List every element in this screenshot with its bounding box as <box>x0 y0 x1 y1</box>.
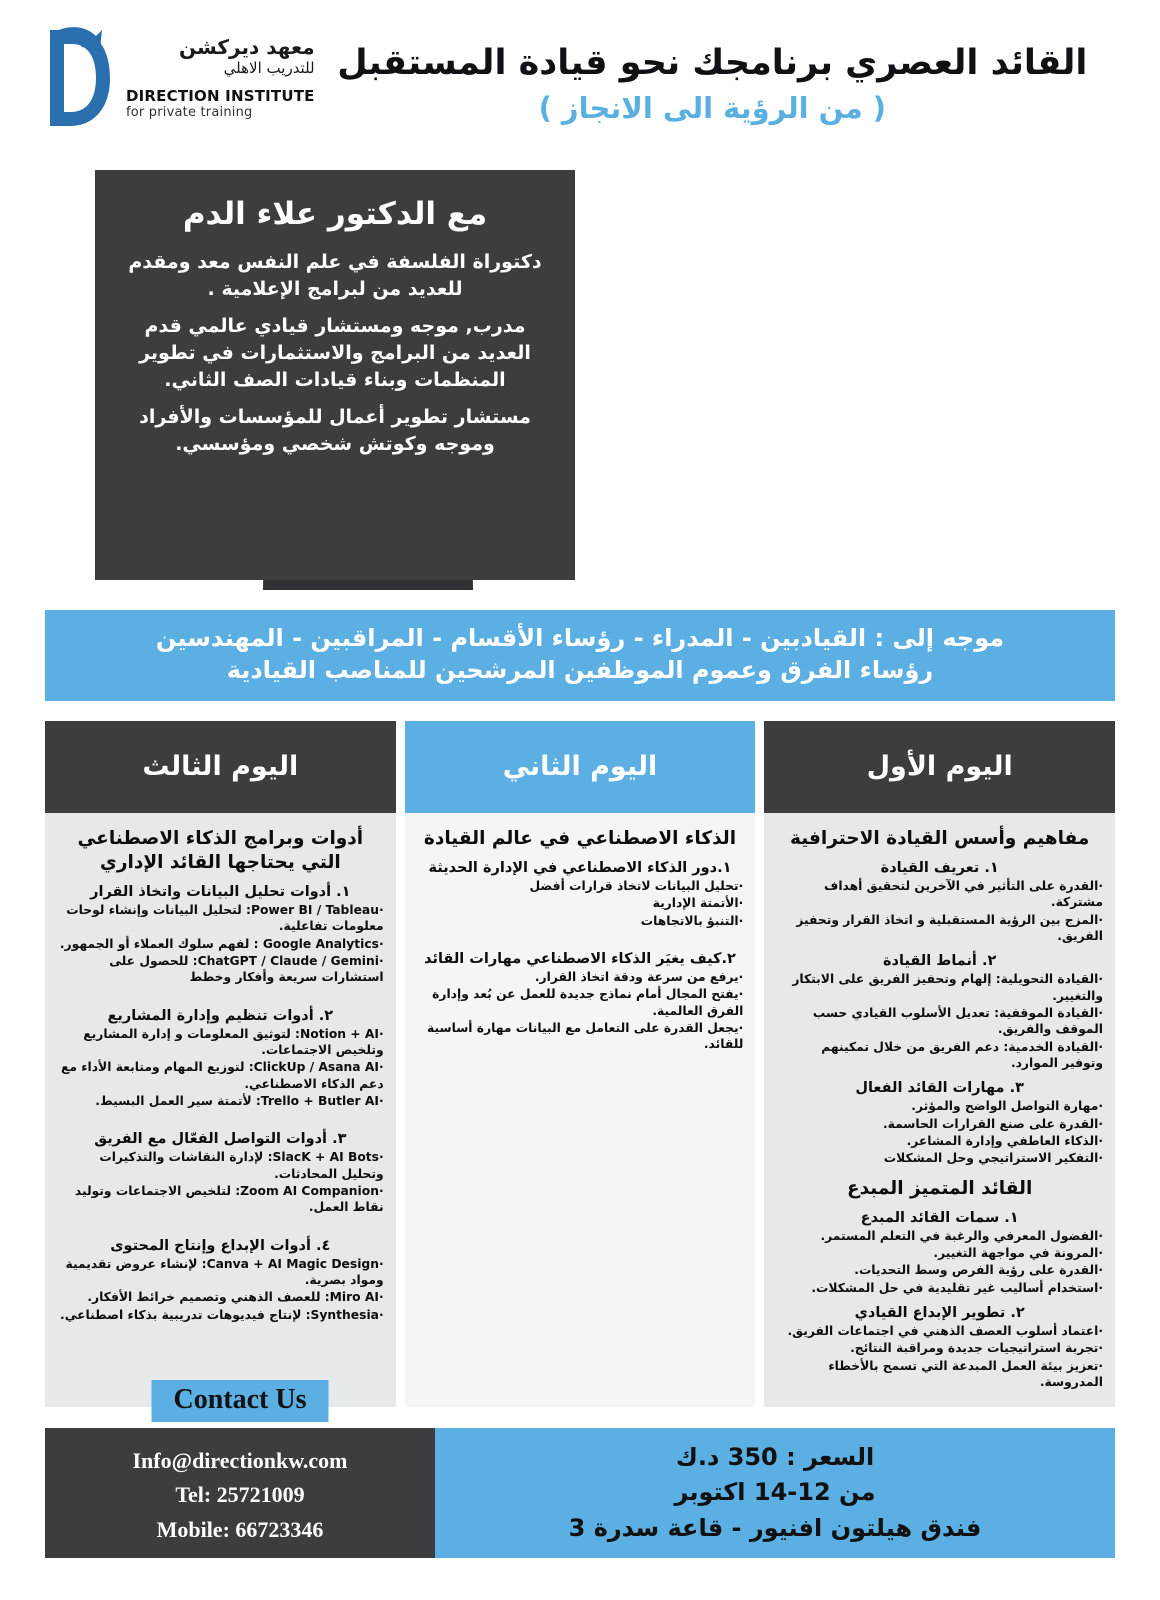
header-title-group <box>315 22 1120 127</box>
day-2-bullet: ·يرفع من سرعة ودقة اتخاذ القرار. <box>534 969 744 984</box>
day-1-bullet: ·اعتماد أسلوب العصف الذهني في اجتماعات الفريق. <box>787 1324 1103 1339</box>
day-3-bullet: ·Synthesia: لإنتاج فيديوهات تدريبية بذكاء اصطناعي. <box>60 1307 384 1322</box>
day-1-header <box>764 721 1115 813</box>
speaker-bio-line: مستشار تطوير أعمال للمؤسسات والأفراد وموجه وكوتش شخصي ومؤسسي. <box>139 406 531 455</box>
day-2-bullet: ·يجعل القدرة على التعامل مع البيانات مهارة أساسية للقائد. <box>427 1020 744 1052</box>
logo-arabic-subtitle: للتدريب الاهلي <box>223 59 315 77</box>
day-1-bullet: ·الفضول المعرفي والرغبة في التعلم المستمر. <box>820 1228 1103 1243</box>
day-2-bullet: ·الأتمتة الإدارية <box>652 896 744 911</box>
day-2-body <box>405 813 756 1408</box>
page-subtitle: ( من الرؤية الى الانجاز ) <box>538 90 887 125</box>
day-1-body <box>764 813 1115 1408</box>
day-3-bullet: ·Zoom AI Companion: لتلخيص الاجتماعات وتوليد نقاط العمل. <box>74 1184 384 1215</box>
day-column-3 <box>45 721 396 1408</box>
logo-arabic-name: معهد ديركشن <box>179 35 315 59</box>
day-1-block-title: ١. سمات القائد المبدع <box>860 1209 1019 1226</box>
price-and-venue-box <box>435 1428 1115 1558</box>
day-3-bullet: ·Canva + AI Magic Design: لإنشاء عروض تقديمية ومواد بصرية. <box>65 1256 384 1288</box>
target-audience-banner <box>45 610 1115 701</box>
day-3-header <box>45 721 396 813</box>
day-1-bullet: ·القدرة على التأثير في الآخرين لتحقيق أهداف مشتركة. <box>824 878 1103 910</box>
audience-line-1: موجه إلى : القيادبين - المدراء - رؤساء الأقسام - المراقبين - المهندسين <box>155 624 1005 652</box>
day-2-bullet: ·التنبؤ بالاتجاهات <box>640 913 744 928</box>
day-2-section-title: الذكاء الاصطناعي في عالم القيادة <box>423 827 737 849</box>
day-1-section-title: مفاهيم وأسس القيادة الاحترافية <box>789 827 1090 849</box>
day-1-bullet: ·تعزيز بيئة العمل المبدعة التي تسمح بالأخطاء المدروسة. <box>828 1358 1103 1390</box>
speaker-name: مع الدكتور علاء الدم <box>182 196 488 232</box>
page-title: القائد العصري برنامجك نحو قيادة المستقبل <box>337 43 1088 83</box>
day-3-block-title: ٢. أدوات تنظيم وإدارة المشاريع <box>107 1007 334 1024</box>
day-3-bullet: ·Notion + AI: لتوثيق المعلومات و إدارة المشاريع وتلخيص الاجتماعات. <box>83 1026 384 1057</box>
day-1-bullet: ·القدرة على رؤية الفرص وسط التحديات. <box>854 1263 1103 1278</box>
header <box>0 0 1160 170</box>
hero-section <box>0 170 1160 590</box>
contact-email[interactable]: Info@directionkw.com <box>132 1447 348 1473</box>
day-3-label: اليوم الثالث <box>142 751 299 783</box>
day-3-bullet: ·ChatGPT / Claude / Gemini: للحصول على استشارات سريعة وأفكار وخطط <box>109 953 384 985</box>
contact-mobile[interactable]: Mobile: 66723346 <box>156 1516 324 1542</box>
logo-text-group <box>126 22 315 120</box>
day-1-label: اليوم الأول <box>866 751 1013 783</box>
day-1-bullet: ·القيادة الموقفية: تعديل الأسلوب القيادي حسب الموقف والفريق. <box>812 1005 1103 1037</box>
day-2-block-title: ٢.كيف يغيَر الذكاء الاصطناعي مهارات القائد <box>424 950 736 967</box>
day-2-bullet: ·يفتح المجال أمام نماذج جديدة للعمل عن بُعد وإدارة الفرق العالمية. <box>432 987 744 1018</box>
day-3-block-title: ١. أدوات تحليل البيانات واتخاذ القرار <box>90 883 351 900</box>
speaker-bio-line: مدرب, موجه ومستشار قيادي عالمي قدم العديد من البرامج والاستثمارات في تطوير المنظمات وبناء قيادات الصف الثاني. <box>139 315 531 392</box>
day-3-spacer <box>57 987 384 999</box>
day-1-block-title: ٣. مهارات القائد الفعال <box>855 1080 1024 1097</box>
day-3-block-title: ٤. أدوات الإبداع وإنتاج المحتوى <box>110 1237 331 1254</box>
contact-us-badge: Contact Us <box>152 1380 329 1422</box>
day-2-block-title: ١.دور الذكاء الاصطناعي في الإدارة الحديثة <box>428 859 732 876</box>
contact-tel[interactable]: Tel: 25721009 <box>175 1482 305 1508</box>
price-line: السعر : 350 د.ك <box>675 1443 875 1472</box>
day-3-body <box>45 813 396 1408</box>
logo-english-subtitle: for private training <box>126 104 253 120</box>
day-2-spacer <box>417 930 744 942</box>
day-3-block-title: ٣. أدوات التواصل الفعّال مع الفريق <box>94 1131 347 1148</box>
day-2-label: اليوم الثاني <box>502 751 658 783</box>
direction-institute-d-logo-icon <box>40 22 112 132</box>
day-3-bullet: ·Trello + Butler AI: لأتمتة سير العمل البسيط. <box>95 1093 384 1108</box>
speaker-bio-line: دكتوراة الفلسفة في علم النفس معد ومقدم للعديد من لبرامج الإعلامية . <box>128 251 542 301</box>
day-3-bullet: ·SlacK + AI Bots: لإدارة النقاشات والتذكيرات وتحليل المحادثات. <box>99 1150 384 1181</box>
day-3-bullet: ·Power BI / Tableau: لتحليل البيانات وإنشاء لوحات معلومات تفاعلية. <box>66 902 384 934</box>
day-1-block-title: ٢. تطوير الإبداع القيادي <box>854 1305 1025 1322</box>
day-columns <box>45 721 1115 1408</box>
footer <box>45 1384 1115 1558</box>
audience-line-2: رؤساء الفرق وعموم الموظفين المرشحين للمناصب القيادية <box>226 656 934 685</box>
day-column-2 <box>405 721 756 1408</box>
day-2-bullet: ·تحليل البيانات لاتخاذ قرارات أفضل <box>529 878 744 893</box>
day-3-bullet: ·ClickUp / Asana AI: لتوزيع المهام ومتابعة الأداء مع دعم الذكاء الاصطناعي. <box>60 1060 384 1091</box>
date-line: من 12-14 اكتوبر <box>674 1478 876 1507</box>
day-1-section-title-2: القائد المتميز المبدع <box>846 1177 1033 1199</box>
day-3-bullet: ·Miro AI: للعصف الذهني وتصميم خرائط الأفكار. <box>87 1290 384 1305</box>
day-1-bullet: ·القدرة على صنع القرارات الحاسمة. <box>882 1116 1103 1131</box>
day-1-bullet: ·المزج بين الرؤية المستقبلية و اتخاذ القرار وتحفيز الفريق. <box>796 912 1103 943</box>
day-3-spacer <box>57 1217 384 1229</box>
day-1-block-title: ٢. أنماط القيادة <box>883 953 997 970</box>
day-3-bullet: ·Google Analytics : لفهم سلوك العملاء أو الجمهور. <box>59 936 384 951</box>
contact-box <box>45 1384 435 1558</box>
day-column-1 <box>764 721 1115 1408</box>
day-3-spacer <box>57 1110 384 1122</box>
day-1-bullet: ·تجربة استراتيجيات جديدة ومراقبة النتائج. <box>850 1341 1103 1356</box>
logo-english-name: DIRECTION INSTITUTE <box>126 86 315 105</box>
day-1-bullet: ·مهارة التواصل الواضح والمؤثر. <box>911 1099 1103 1114</box>
brand-logo <box>40 22 315 132</box>
venue-line: فندق هيلتون افنيور - قاعة سدرة 3 <box>568 1513 982 1542</box>
day-1-bullet: ·الذكاء العاطفي وإدارة المشاعر. <box>906 1133 1103 1148</box>
day-1-bullet: ·استخدام أساليب غير تقليدية في حل المشكلات. <box>811 1280 1103 1295</box>
speaker-bio-box <box>95 170 575 580</box>
day-1-bullet: ·القيادة الخدمية: دعم الفريق من خلال تمكينهم وتوفير الموارد. <box>821 1039 1103 1070</box>
day-3-section-title: أدوات وبرامج الذكاء الاصطناعي التي يحتاجها القائد الإداري <box>77 827 364 873</box>
day-1-block-title: ١. تعريف القيادة <box>880 859 999 876</box>
day-2-header <box>405 721 756 813</box>
day-1-bullet: ·التفكير الاستراتيجي وحل المشكلات <box>883 1151 1103 1166</box>
day-1-bullet: ·القيادة التحويلية: إلهام وتحفيز الفريق على الابتكار والتغيير. <box>792 972 1103 1003</box>
day-1-bullet: ·المرونة في مواجهة التغيير. <box>933 1246 1103 1261</box>
